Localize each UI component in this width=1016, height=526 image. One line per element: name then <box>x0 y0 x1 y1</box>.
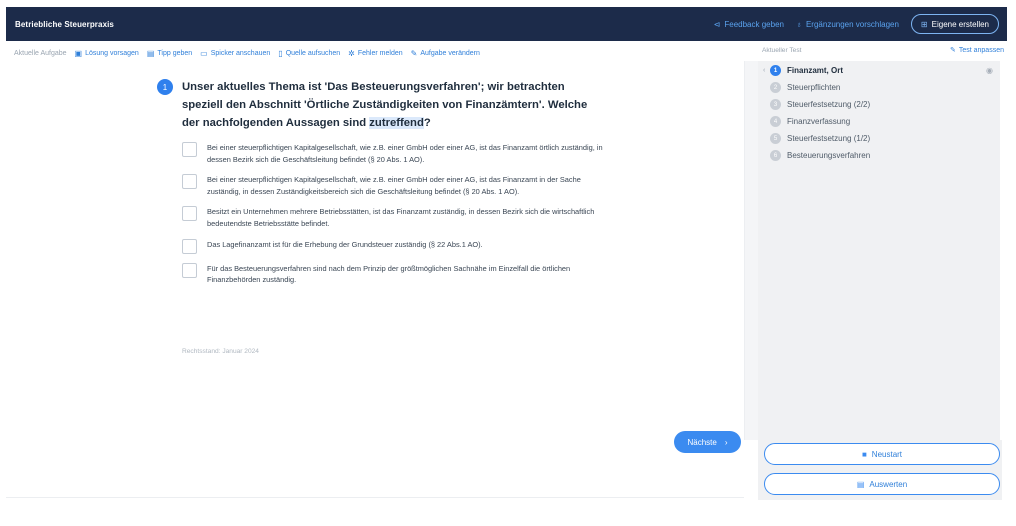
test-sidebar <box>758 61 1000 440</box>
adjust-test-label: Test anpassen <box>958 46 1004 54</box>
hint-icon: ▤ <box>146 49 155 58</box>
solution-label: Lösung vorsagen <box>85 50 139 57</box>
item-number: 2 <box>770 82 781 93</box>
adjust-test-button[interactable] <box>950 46 1004 54</box>
item-number: 1 <box>770 65 781 76</box>
edit-icon: ✎ <box>410 49 418 58</box>
sidebar-item-label: Besteuerungsverfahren <box>787 151 871 160</box>
sidebar-label: Aktueller Test <box>762 47 802 54</box>
solution-icon: ▣ <box>74 49 83 58</box>
evaluate-button[interactable] <box>764 473 1000 495</box>
item-number: 3 <box>770 99 781 110</box>
scrollbar[interactable] <box>744 61 758 440</box>
create-label: Eigene erstellen <box>931 19 989 29</box>
sidebar-item-besteuerungsverfahren[interactable] <box>763 150 993 161</box>
answer-list <box>182 142 612 295</box>
bulb-icon: ♁ <box>795 19 802 29</box>
sidebar-item-label: Steuerpflichten <box>787 83 841 92</box>
app-title: Betriebliche Steuerpraxis <box>15 19 114 29</box>
source-label: Quelle aufsuchen <box>285 50 341 57</box>
answer-option[interactable] <box>182 239 612 254</box>
toolbar-label: Aktuelle Aufgabe <box>14 50 67 57</box>
answer-option[interactable] <box>182 263 612 286</box>
sidebar-item-label: Finanzamt, Ort <box>787 66 844 75</box>
restart-label: Neustart <box>871 449 903 459</box>
create-icon: ⊞ <box>920 19 928 29</box>
answer-checkbox[interactable] <box>182 174 197 189</box>
sidebar-actions <box>758 440 1002 500</box>
question <box>157 78 597 132</box>
answer-text: Das Lagefinanzamt ist für die Erhebung der Grundsteuer zuständig (§ 22 Abs.1 AO). <box>207 239 483 249</box>
edit-label: Aufgabe verändern <box>420 50 480 57</box>
feedback-button[interactable] <box>714 20 784 29</box>
source-button[interactable] <box>278 49 340 58</box>
evaluate-label: Auswerten <box>869 479 908 489</box>
eye-icon[interactable]: ◉ <box>986 66 993 75</box>
wrench-icon: ✎ <box>949 47 956 54</box>
question-highlight: zutreffend <box>369 117 424 129</box>
top-bar <box>6 7 1007 41</box>
sidebar-item-steuerfestsetzung-1[interactable] <box>763 133 993 144</box>
cheatsheet-button[interactable] <box>200 49 270 58</box>
answer-checkbox[interactable] <box>182 142 197 157</box>
megaphone-icon: ⊲ <box>713 19 721 29</box>
restart-button[interactable] <box>764 443 1000 465</box>
answer-text: Für das Besteuerungsverfahren sind nach dem Prinzip der größtmöglichen Sachnähe im Einzelfall die örtlichen Finanzbehörden zuständig. <box>207 263 571 285</box>
suggest-label: Ergänzungen vorschlagen <box>805 19 899 29</box>
create-button[interactable] <box>911 14 999 34</box>
next-button[interactable] <box>674 431 741 453</box>
divider <box>6 497 744 498</box>
next-label: Nächste <box>687 437 717 447</box>
item-number: 5 <box>770 133 781 144</box>
edit-button[interactable] <box>411 49 480 58</box>
sidebar-item-steuerpflichten[interactable] <box>763 82 993 93</box>
trash-icon: ■ <box>861 449 867 459</box>
item-number: 4 <box>770 116 781 127</box>
solution-button[interactable] <box>75 49 139 58</box>
answer-checkbox[interactable] <box>182 239 197 254</box>
answer-checkbox[interactable] <box>182 263 197 278</box>
item-number: 6 <box>770 150 781 161</box>
chevron-left-icon: ‹ <box>763 67 766 74</box>
sidebar-item-finanzamt-ort[interactable] <box>763 65 993 76</box>
bug-button[interactable] <box>348 49 402 58</box>
cheatsheet-icon: ▭ <box>200 49 208 58</box>
answer-checkbox[interactable] <box>182 206 197 221</box>
source-icon: ▯ <box>278 49 283 58</box>
answer-text: Bei einer steuerpflichtigen Kapitalgesellschaft, wie z.B. einer GmbH oder einer AG, ist das Finanzamt örtlich zuständig, in dessen Bezirk sich die Geschäftsleitung befindet (§ 20 Abs. 1 AO). <box>207 143 603 164</box>
legal-status: Rechtsstand: Januar 2024 <box>182 348 259 355</box>
question-text: Unser aktuelles Thema ist 'Das Besteuerungsverfahren'; wir betrachten speziell den Abschnitt 'Örtliche Zuständigkeiten von Finanzämtern'. Welche der nachfolgenden Aussagen sind zutreffend? <box>182 81 588 129</box>
cheatsheet-label: Spicker anschauen <box>210 50 271 57</box>
sidebar-item-steuerfestsetzung-2[interactable] <box>763 99 993 110</box>
answer-text: Besitzt ein Unternehmen mehrere Betriebsstätten, ist das Finanzamt zuständig, in dessen Bezirk sich die wirtschaftlich bedeutendste Betriebsstätte befindet. <box>207 207 595 228</box>
sidebar-item-label: Finanzverfassung <box>787 117 851 126</box>
chevron-right-icon: › <box>724 437 728 447</box>
hint-button[interactable] <box>147 49 192 58</box>
answer-option[interactable] <box>182 142 612 165</box>
sidebar-item-label: Steuerfestsetzung (1/2) <box>787 134 871 143</box>
sidebar-item-label: Steuerfestsetzung (2/2) <box>787 100 871 109</box>
answer-option[interactable] <box>182 206 612 229</box>
hint-label: Tipp geben <box>157 50 193 57</box>
feedback-label: Feedback geben <box>724 19 784 29</box>
task-panel <box>6 41 744 497</box>
question-number: 1 <box>157 79 173 95</box>
sidebar-header <box>758 43 1002 59</box>
bug-icon: ✲ <box>348 49 355 58</box>
report-icon: ▤ <box>856 479 865 489</box>
bug-label: Fehler melden <box>357 50 403 57</box>
answer-option[interactable] <box>182 174 612 197</box>
suggest-button[interactable] <box>796 20 899 29</box>
answer-text: Bei einer steuerpflichtigen Kapitalgesellschaft, wie z.B. einer GmbH oder einer AG, ist das Finanzamt in der Sache zuständig, in dessen Zuständigkeitsbereich sich die Geschäftsleitung befindet (§ 20 Abs. 1 AO). <box>207 175 581 196</box>
task-toolbar <box>14 49 480 58</box>
header-actions <box>714 14 999 34</box>
sidebar-item-finanzverfassung[interactable] <box>763 116 993 127</box>
